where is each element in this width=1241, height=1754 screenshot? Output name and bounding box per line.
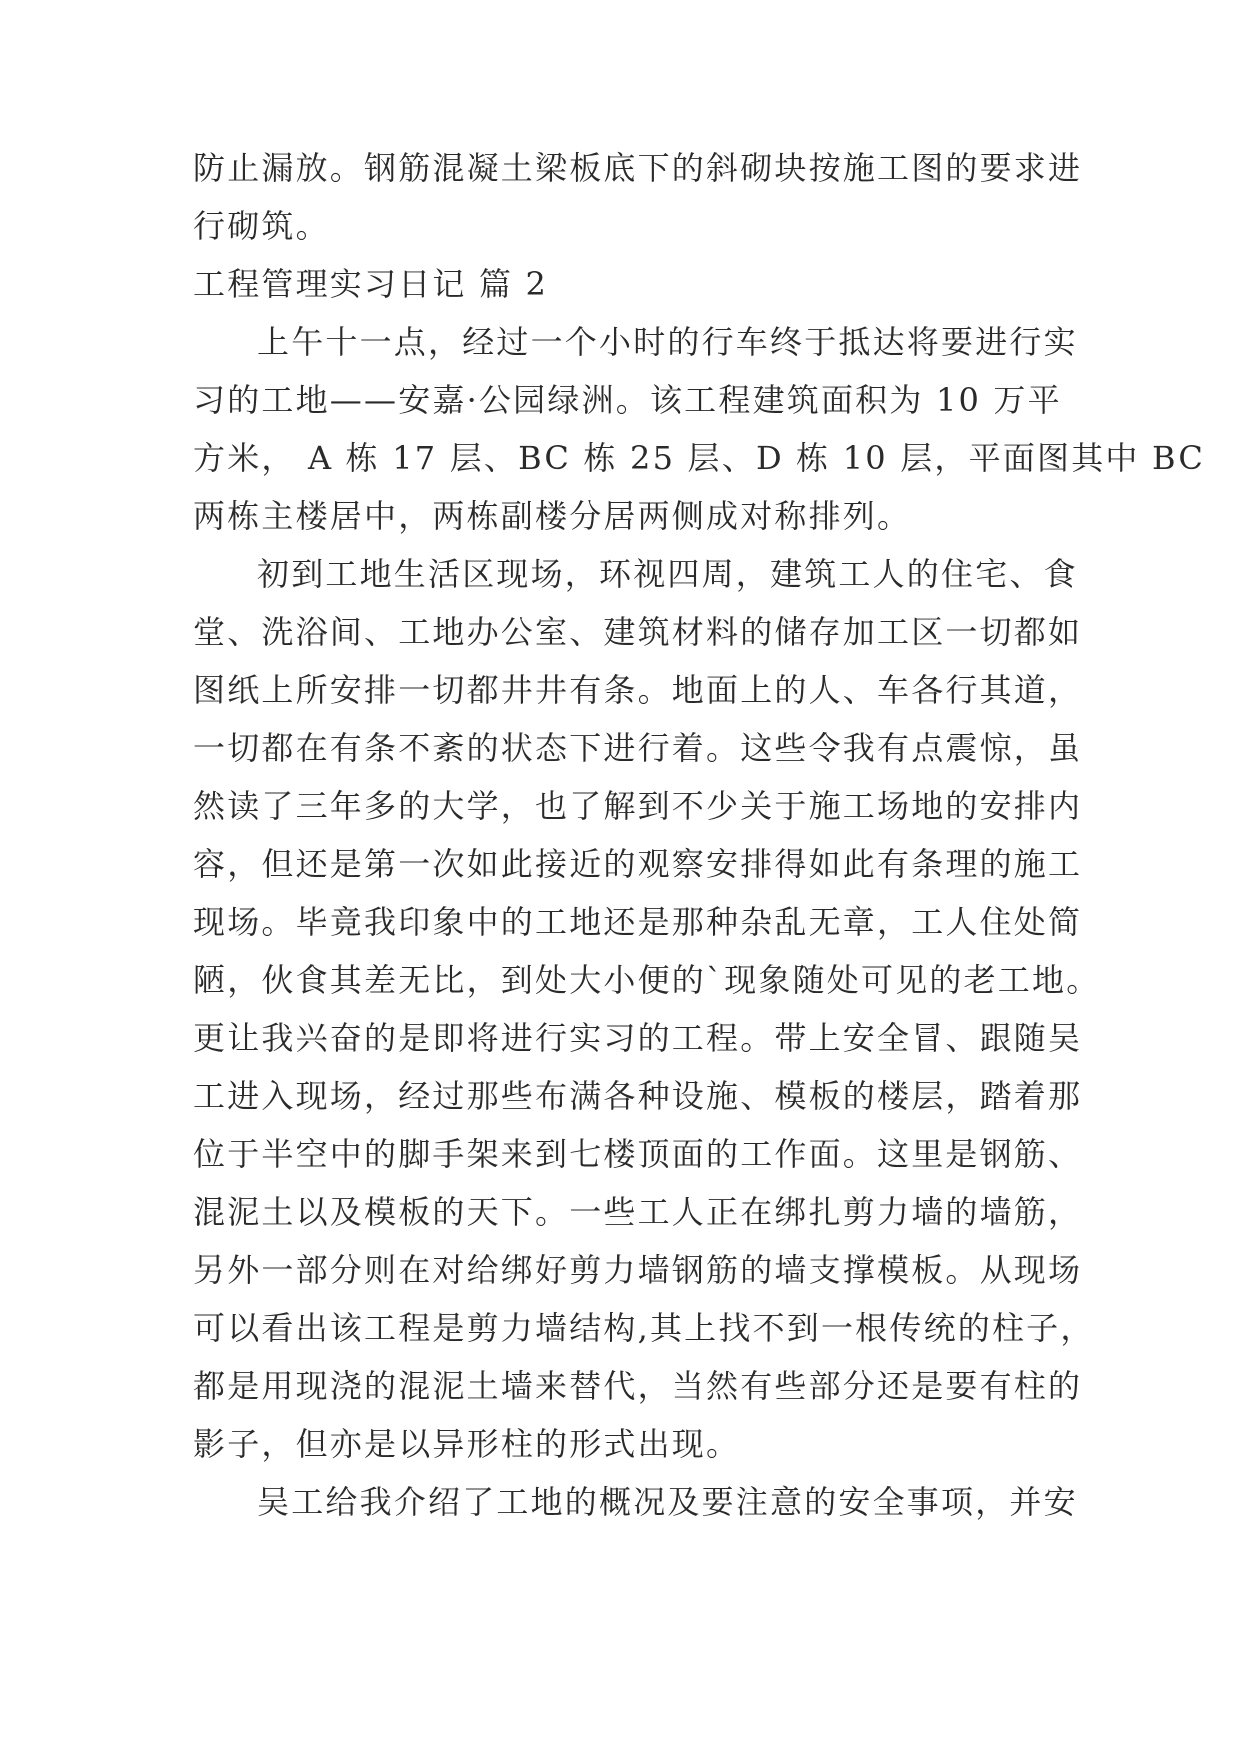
- text-line: 然读了三年多的大学，也了解到不少关于施工场地的安排内: [193, 787, 1083, 825]
- text-line: 习的工地——安嘉·公园绿洲。该工程建筑面积为 10 万平: [193, 381, 1062, 419]
- text-line: 位于半空中的脚手架来到七楼顶面的工作面。这里是钢筋、: [193, 1135, 1083, 1173]
- text-line: 现场。毕竟我印象中的工地还是那种杂乱无章，工人住处简: [193, 903, 1083, 941]
- text-line: 行砌筑。: [193, 207, 330, 245]
- section-heading: 工程管理实习日记 篇 2: [193, 265, 549, 303]
- text-line: 容，但还是第一次如此接近的观察安排得如此有条理的施工: [193, 845, 1083, 883]
- text-line: 可以看出该工程是剪力墙结构,其上找不到一根传统的柱子，: [193, 1309, 1095, 1347]
- text-line: 另外一部分则在对给绑好剪力墙钢筋的墙支撑模板。从现场: [193, 1251, 1083, 1289]
- text-line: 更让我兴奋的是即将进行实习的工程。带上安全冒、跟随吴: [193, 1019, 1083, 1057]
- text-line: 两栋主楼居中，两栋副楼分居两侧成对称排列。: [193, 497, 912, 535]
- text-line: 工进入现场，经过那些布满各种设施、模板的楼层，踏着那: [193, 1077, 1083, 1115]
- text-line: 都是用现浇的混泥土墙来替代，当然有些部分还是要有柱的: [193, 1367, 1083, 1405]
- text-line: 混泥土以及模板的天下。一些工人正在绑扎剪力墙的墙筋，: [193, 1193, 1083, 1231]
- paragraph-first-line: 吴工给我介绍了工地的概况及要注意的安全事项，并安: [257, 1483, 1078, 1521]
- text-line: 图纸上所安排一切都井井有条。地面上的人、车各行其道，: [193, 671, 1083, 709]
- text-line: 防止漏放。钢筋混凝土梁板底下的斜砌块按施工图的要求进: [193, 149, 1083, 187]
- paragraph-first-line: 初到工地生活区现场，环视四周，建筑工人的住宅、食: [257, 555, 1078, 593]
- text-line: 堂、洗浴间、工地办公室、建筑材料的储存加工区一切都如: [193, 613, 1083, 651]
- text-line: 方米， A 栋 17 层、BC 栋 25 层、D 栋 10 层，平面图其中 BC: [193, 439, 1206, 477]
- paragraph-first-line: 上午十一点，经过一个小时的行车终于抵达将要进行实: [257, 323, 1078, 361]
- text-line: 一切都在有条不紊的状态下进行着。这些令我有点震惊，虽: [193, 729, 1083, 767]
- text-line: 陋，伙食其差无比，到处大小便的`现象随处可见的老工地。: [193, 961, 1101, 999]
- text-line: 影子，但亦是以异形柱的形式出现。: [193, 1425, 741, 1463]
